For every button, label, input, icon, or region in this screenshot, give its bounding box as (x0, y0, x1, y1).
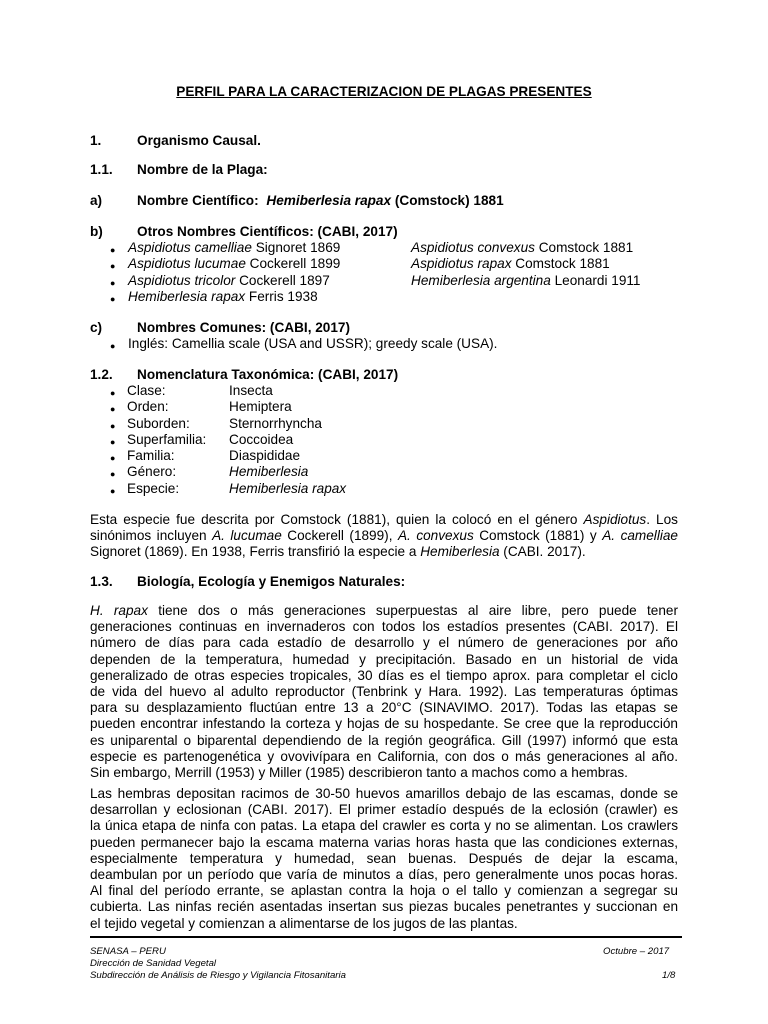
footer-directorate: Dirección de Sanidad Vegetal (90, 958, 217, 969)
list-item: Aspidiotus tricolor Cockerell 1897 (128, 273, 330, 288)
taxonomy-key: Suborden: (127, 416, 190, 431)
taxonomy-value: Hemiberlesia (229, 464, 309, 479)
bullet-icon: ● (110, 421, 116, 431)
paragraph-line: generalizado de otras especies tropicales, 30 días es el tiempo aprox. para completar el ciclo (90, 667, 678, 683)
taxonomy-key: Especie: (127, 481, 180, 496)
taxonomy-value: Insecta (229, 383, 273, 398)
scientific-name: Hemiberlesia rapax (266, 193, 392, 208)
section-number: 1.1. (90, 162, 113, 177)
section-heading: Otros Nombres Científicos: (CABI, 2017) (137, 224, 398, 239)
section-number: a) (90, 193, 103, 208)
section-heading: Nombre de la Plaga: (137, 162, 268, 177)
section-heading: Nomenclatura Taxonómica: (CABI, 2017) (137, 367, 399, 382)
paragraph-line: dependen de la temperatura, humedad y precipitación. Basado en un historial de vida (90, 651, 678, 667)
bullet-icon: ● (110, 388, 116, 398)
bullet-icon: ● (110, 294, 116, 304)
list-item: Aspidiotus lucumae Cockerell 1899 (128, 256, 341, 271)
paragraph-line: el tejido vegetal y comienzan a alimentarse de los jugos de las plantas. (90, 915, 518, 931)
section-number: 1.3. (90, 574, 113, 589)
taxonomy-value: Sternorrhyncha (229, 416, 322, 431)
bullet-icon: ● (110, 469, 116, 479)
paragraph-line: Al final del período errante, se aplastan contra la hoja o el tallo y comienzan a segregar su (90, 883, 678, 899)
section-number: 1. (90, 133, 102, 148)
footer-divider (90, 936, 682, 938)
section-heading: Nombres Comunes: (CABI, 2017) (137, 320, 351, 335)
list-item: Aspidiotus rapax Comstock 1881 (411, 256, 610, 271)
paragraph-line: desarrollan y eclosionan (CABI. 2017). El primer estadío después de la eclosión (crawler) es (90, 802, 678, 818)
paragraph-line: cubierta. Las ninfas recién asentadas insertan sus piezas bucales penetrantes y succionan en (90, 899, 678, 915)
page-number: 1/8 (662, 970, 676, 981)
document-title: PERFIL PARA LA CARACTERIZACION DE PLAGAS PRESENTES (176, 84, 592, 99)
list-item: Hemiberlesia rapax Ferris 1938 (128, 289, 318, 304)
footer-subdirectorate: Subdirección de Análisis de Riesgo y Vigilancia Fitosanitaria (90, 970, 346, 981)
biology-paragraph-2 (90, 786, 678, 932)
taxonomy-key: Orden: (127, 399, 169, 414)
scientific-name-line (137, 193, 504, 209)
taxonomy-value: Coccoidea (229, 432, 294, 447)
bullet-icon: ● (110, 261, 116, 271)
scientific-name-label: Nombre Científico: (137, 193, 259, 208)
bullet-icon: ● (110, 245, 116, 255)
taxonomy-value: Hemiberlesia rapax (229, 481, 347, 496)
list-item: Inglés: Camellia scale (USA and USSR); greedy scale (USA). (128, 336, 498, 351)
paragraph-line: Las hembras depositan racimos de 30-50 huevos amarillos debajo de las escamas, donde se (90, 786, 678, 801)
paragraph-line: pueden permanecer bajo la escama materna varias horas hasta que las condiciones externas, (90, 834, 678, 850)
bullet-icon: ● (110, 341, 116, 351)
taxonomy-paragraph (90, 512, 678, 561)
bullet-icon: ● (110, 278, 116, 288)
paragraph-line: número de días para cada estadío de desarrollo y el número de generaciones por año (90, 635, 678, 651)
paragraph-line: para su desplazamiento fluctúan entre 13 a 20°C (SINAVIMO. 2017). Todas las etapas se (90, 700, 678, 716)
bullet-icon: ● (110, 404, 116, 414)
bullet-icon: ● (110, 453, 116, 463)
paragraph-line: Sin embargo, Merrill (1953) y Miller (1985) describieron tanto a machos como a hembras. (90, 765, 628, 781)
section-number: 1.2. (90, 367, 113, 382)
paragraph-line: especialmente temperatura y humedad, sean buenas. Después de dejar la escama, (90, 850, 678, 866)
paragraph-line: es uniparental o biparental dependiendo de la región geográfica. Gill (1997) informó que esta (90, 732, 678, 748)
paragraph-line: deambulan por un período que varía de minutos a días, pero generalmente unos pocas horas. (90, 867, 678, 883)
taxonomy-key: Género: (127, 464, 177, 479)
taxonomy-key: Familia: (127, 448, 175, 463)
section-number: b) (90, 224, 103, 239)
section-number: c) (90, 320, 103, 335)
paragraph-line: especie es partenogenética y ovovivípara en California, con dos o más generaciones al año. (90, 748, 678, 764)
taxonomy-value: Diaspididae (229, 448, 301, 463)
paragraph-line: sinónimos incluyen A. lucumae Cockerell (1899), A. convexus Comstock (1881) y A. camelliae (90, 528, 678, 544)
paragraph-line: de vida del huevo al adulto reproductor (Tenbrink y Hara. 1992). Las temperaturas óptimas (90, 684, 678, 700)
footer-org: SENASA – PERU (90, 946, 166, 957)
paragraph-line: generaciones continuas en invernaderos con todos los estadíos presentes (CABI. 2017). El (90, 619, 678, 635)
list-item: Hemiberlesia argentina Leonardi 1911 (411, 273, 641, 288)
scientific-name-author: (Comstock) 1881 (394, 193, 504, 208)
biology-paragraph-1 (90, 603, 678, 781)
bullet-icon: ● (110, 437, 116, 447)
paragraph-line: Esta especie fue descrita por Comstock (1881), quien la colocó en el género Aspidiotus. Los (90, 512, 678, 527)
footer-date: Octubre – 2017 (603, 946, 670, 957)
paragraph-line: H. rapax tiene dos o más generaciones superpuestas al aire libre, pero puede tener (90, 603, 679, 618)
list-item: Aspidiotus convexus Comstock 1881 (411, 240, 634, 255)
bullet-icon: ● (110, 486, 116, 496)
paragraph-line: Signoret (1869). En 1938, Ferris transfirió la especie a Hemiberlesia (CABI. 2017). (90, 544, 586, 560)
taxonomy-key: Superfamilia: (127, 432, 207, 447)
paragraph-line: la única etapa de ninfa con patas. La etapa del crawler es corta y no se alimentan. Los crawlers (90, 818, 678, 834)
taxonomy-key: Clase: (127, 383, 166, 398)
list-item: Aspidiotus camelliae Signoret 1869 (128, 240, 341, 255)
taxonomy-value: Hemiptera (229, 399, 292, 414)
paragraph-line: pueden encontrar infestando la corteza y hojas de su hospedante. Se cree que la reproducción (90, 716, 678, 732)
section-heading: Organismo Causal. (137, 133, 261, 148)
section-heading: Biología, Ecología y Enemigos Naturales: (137, 574, 406, 589)
